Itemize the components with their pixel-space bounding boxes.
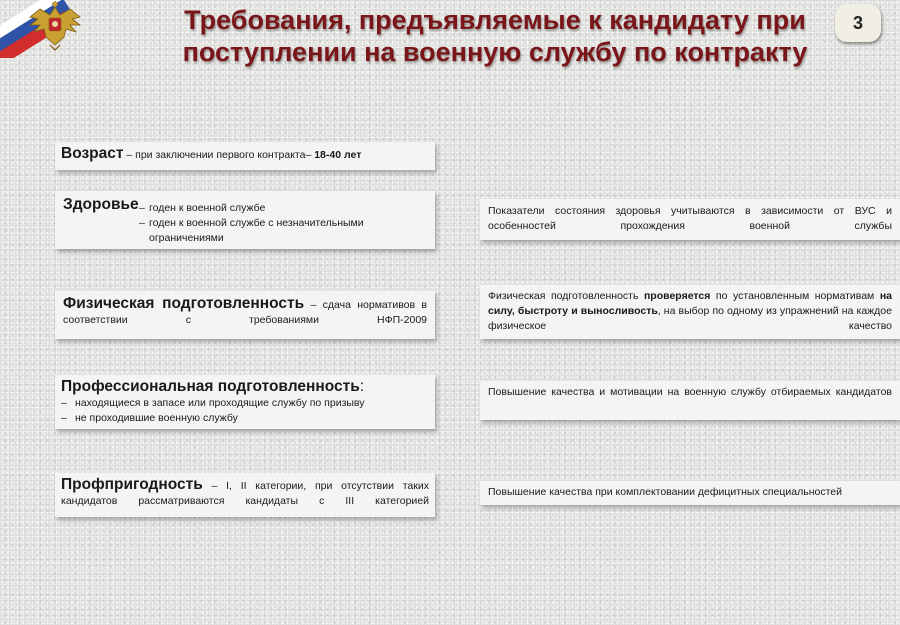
note-text-professional: Повышение качества и мотивации на военную службу отбираемых кандидатов [488, 386, 892, 398]
requirement-heading-physical: Физическая подготовленность [63, 295, 305, 312]
requirement-heading-fitness: Профпригодность [61, 476, 203, 493]
list-dash: – [139, 202, 145, 214]
requirement-card-health [55, 191, 435, 249]
requirement-card-professional [55, 375, 435, 429]
professional-list [61, 396, 429, 426]
requirement-age-range: 18-40 лет [314, 149, 362, 161]
header-logo [0, 0, 100, 58]
health-list [139, 201, 399, 246]
requirement-text-age: – при заключении первого контракта– [123, 149, 315, 161]
note-physical-text-b: по установленным нормативам [710, 290, 880, 302]
physical-line [63, 296, 427, 328]
requirement-card-fitness [55, 473, 435, 517]
note-physical-text-c: , на выбор по одному из упражнений на каждое физическое качество [488, 305, 892, 332]
requirement-card-physical [55, 291, 435, 339]
requirement-heading-age: Возраст [61, 145, 124, 162]
list-item [139, 216, 399, 246]
requirement-text-physical: – сдача нормативов в соответствии с требованиями НФП-2009 [63, 299, 427, 326]
fitness-roman-b: III [345, 495, 355, 507]
requirement-card-age [55, 142, 435, 170]
fitness-text-b: категории, при отсутствии таких кандидатов рассматриваются кандидаты с [61, 480, 429, 507]
note-text-fitness: Повышение качества при комплектовании дефицитных специальностей [488, 486, 842, 498]
page-number-badge: 3 [835, 4, 881, 42]
fitness-text-c: категорией [354, 495, 429, 507]
double-headed-eagle-emblem-icon [26, 1, 84, 51]
heading-colon: : [359, 378, 365, 395]
professional-item-reserve: находящиеся в запасе или проходящие службу по призыву [75, 397, 365, 409]
list-dash: – [61, 397, 67, 409]
note-physical-text-a: Физическая подготовленность [488, 290, 644, 302]
note-card-physical [480, 285, 900, 339]
page-title-line1: Требования, предъявляемые к кандидату при [184, 5, 806, 35]
list-item [61, 396, 429, 411]
list-item [61, 411, 429, 426]
requirement-heading-professional: Профессиональная подготовленность [61, 378, 360, 395]
note-text-physical [488, 289, 892, 334]
note-card-fitness [480, 481, 900, 505]
requirement-heading-health: Здоровье [63, 196, 139, 213]
professional-item-no-service: не проходившие военную службу [75, 412, 238, 424]
page-title [150, 4, 840, 68]
list-dash: – [139, 217, 145, 229]
health-item-fit: годен к военной службе [149, 202, 266, 214]
note-physical-bold-b: на силу, быстроту и выносливость [488, 290, 892, 317]
note-card-health [480, 199, 900, 240]
fitness-text-a: – [202, 480, 227, 492]
list-item [139, 201, 399, 216]
list-dash: – [61, 412, 67, 424]
note-physical-bold-a: проверяется [643, 290, 711, 302]
note-card-professional [480, 381, 900, 420]
health-item-limited: годен к военной службе с незначительными ограничениями [149, 217, 364, 244]
fitness-line [61, 477, 429, 509]
note-text-health: Показатели состояния здоровья учитываются в зависимости от ВУС и особенностей прохождения военной службы [488, 205, 892, 232]
page-title-line2: поступлении на военную службу по контракту [182, 37, 808, 67]
fitness-roman-a: I, II [226, 480, 247, 492]
